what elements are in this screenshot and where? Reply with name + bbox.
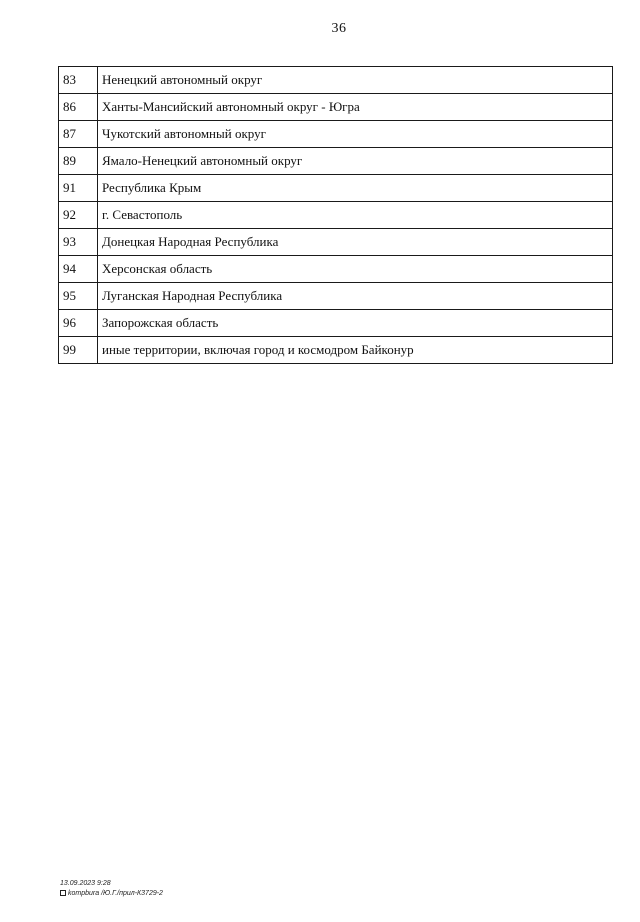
region-name: Ямало-Ненецкий автономный округ bbox=[98, 148, 613, 175]
region-code: 91 bbox=[59, 175, 98, 202]
table-row bbox=[59, 94, 613, 121]
region-name: Херсонская область bbox=[98, 256, 613, 283]
region-name: Ханты-Мансийский автономный округ - Югра bbox=[98, 94, 613, 121]
region-code: 94 bbox=[59, 256, 98, 283]
table-row bbox=[59, 283, 613, 310]
table-row bbox=[59, 229, 613, 256]
region-name: Луганская Народная Республика bbox=[98, 283, 613, 310]
table-row bbox=[59, 148, 613, 175]
region-code: 87 bbox=[59, 121, 98, 148]
region-name: иные территории, включая город и космодром Байконур bbox=[98, 337, 613, 364]
region-code: 95 bbox=[59, 283, 98, 310]
table-row bbox=[59, 337, 613, 364]
table-row bbox=[59, 121, 613, 148]
region-name: Ненецкий автономный округ bbox=[98, 67, 613, 94]
region-code: 93 bbox=[59, 229, 98, 256]
page-number: 36 bbox=[331, 21, 347, 36]
footer-file-line bbox=[60, 889, 163, 899]
region-name: Республика Крым bbox=[98, 175, 613, 202]
footer-file: kompbura /Ю.Г./прил-К3729-2 bbox=[68, 890, 163, 897]
region-code: 99 bbox=[59, 337, 98, 364]
table-row bbox=[59, 67, 613, 94]
table-row bbox=[59, 256, 613, 283]
region-name: Донецкая Народная Республика bbox=[98, 229, 613, 256]
region-name: Запорожская область bbox=[98, 310, 613, 337]
region-code: 83 bbox=[59, 67, 98, 94]
region-code: 96 bbox=[59, 310, 98, 337]
region-code: 86 bbox=[59, 94, 98, 121]
region-code: 89 bbox=[59, 148, 98, 175]
region-name: г. Севастополь bbox=[98, 202, 613, 229]
footer-timestamp: 13.09.2023 9:28 bbox=[60, 880, 111, 887]
document-file-icon bbox=[60, 890, 66, 896]
table-row bbox=[59, 175, 613, 202]
regions-table bbox=[58, 66, 613, 364]
table-row bbox=[59, 310, 613, 337]
document-footer bbox=[60, 879, 163, 899]
table-row bbox=[59, 202, 613, 229]
regions-table-body bbox=[59, 67, 613, 364]
region-code: 92 bbox=[59, 202, 98, 229]
region-name: Чукотский автономный округ bbox=[98, 121, 613, 148]
